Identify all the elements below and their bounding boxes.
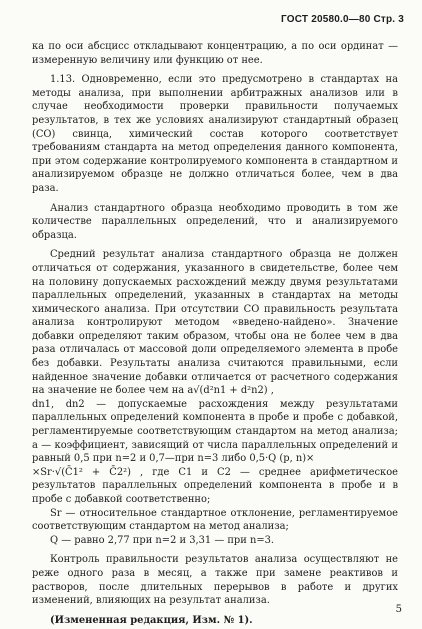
paragraph-q-values: Q — равно 2,77 при n=2 и 3,31 — при n=3.: [50, 534, 275, 546]
page-number: 5: [395, 604, 402, 615]
paragraph-continuation: ка по оси абсцисс откладывают концентрацию, а по оси ординат — измеренную величину или функцию от нее.: [32, 41, 398, 66]
paragraph-standard-sample: Анализ стандартного образца необходимо проводить в том же количестве параллельных определений, что и анализируемого образца.: [32, 202, 398, 241]
paragraph-1-13: 1.13. Одновременно, если это предусмотрено в стандартах на методы анализа, при выполнении арбитражных анализов или в случае необходимости проверки правильности получаемых результатов, в тех же условиях анализируют стандартный образец (СО) свинца, химический состав которого соответствует требованиям стандарта на метод определения данного компонента, при этом содержание контролируемого компонента в стандартном и анализируемом образце не должно отличаться более, чем в два раза.: [32, 74, 398, 194]
paragraph-amendment: (Измененная редакция, Изм. № 1).: [50, 614, 253, 626]
paragraph-sr-definition: Sr — относительное стандартное отклонение, регламентируемое соответствующим стандартом на метод анализа;: [32, 507, 398, 533]
page-header: ГОСТ 20580.0—80 Стр. 3: [281, 14, 404, 25]
document-body: [32, 40, 398, 627]
paragraph-average-result: Средний результат анализа стандартного образца не должен отличаться от содержания, указанного в свидетельстве, более чем на половину допускаемых расхождений между двумя результатами параллельных определений, указанных в стандартах на методы химического анализа. При отсутствии СО правильность результата анализа контролируют методом «введено-найдено». Значение добавки определяют таким образом, чтобы она не более чем в два раза отличалась от массовой доли определяемого элемента в пробе без добавки. Результаты анализа считаются правильными, если найденное значение добавки отличается от расчетного содержания на значение не более чем на a√(d²n1 + d²n2) ,: [32, 249, 398, 397]
paragraph-control: Контроль правильности результатов анализа осуществляют не реже одного раза в месяц, а также при замене реактивов и растворов, после длительных перерывов в работе и других изменений, влияющих на результат анализа.: [32, 554, 398, 607]
paragraph-dn-definition: dn1, dn2 — допускаемые расхождения между результатами параллельных определений компонента в пробе и пробе с добавкой, регламентируемые соответствующим стандартом на метод анализа; a — коэффициент, зависящий от числа параллельных определений и равный 0,5 при n=2 и 0,7—при n=3 либо 0,5·Q (p, n)×: [32, 398, 398, 465]
paragraph-formula-sr: ×Sr·√(C̄1² + C̄2²) , где C1 и C2 — среднее арифметическое результатов параллельных определений компонента в пробе и в пробе с добавкой соответственно;: [32, 466, 398, 505]
